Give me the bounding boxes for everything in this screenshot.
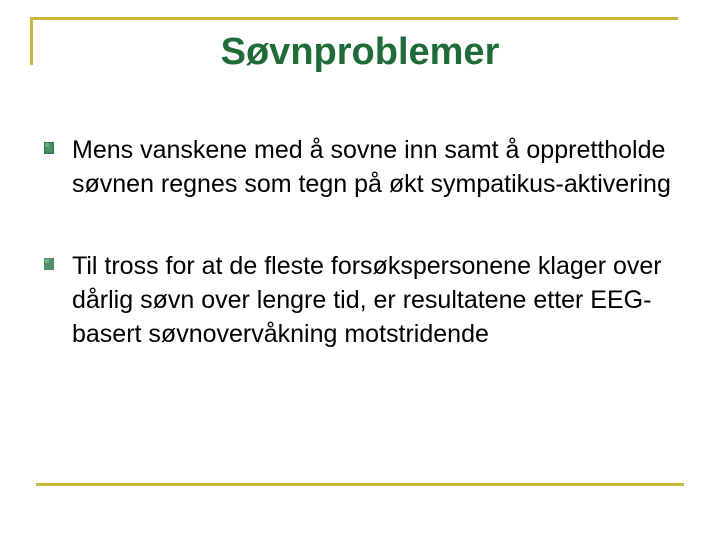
bullet-item <box>40 133 680 201</box>
bullet-item <box>40 249 680 351</box>
square-bullet-icon <box>44 258 54 270</box>
slide-title: Søvnproblemer <box>220 31 500 73</box>
bullet-text: Mens vanskene med å sovne inn samt å opprettholde søvnen regnes som tegn på økt sympatikus-aktivering <box>72 136 671 198</box>
top-frame-line <box>30 17 678 20</box>
square-bullet-icon <box>44 142 54 154</box>
bullet-list <box>40 133 680 399</box>
bottom-frame-line <box>36 483 684 486</box>
bullet-text: Til tross for at de fleste forsøkspersonene klager over dårlig søvn over lengre tid, er resultatene etter EEG-basert søvnovervåkning motstridende <box>72 252 662 348</box>
